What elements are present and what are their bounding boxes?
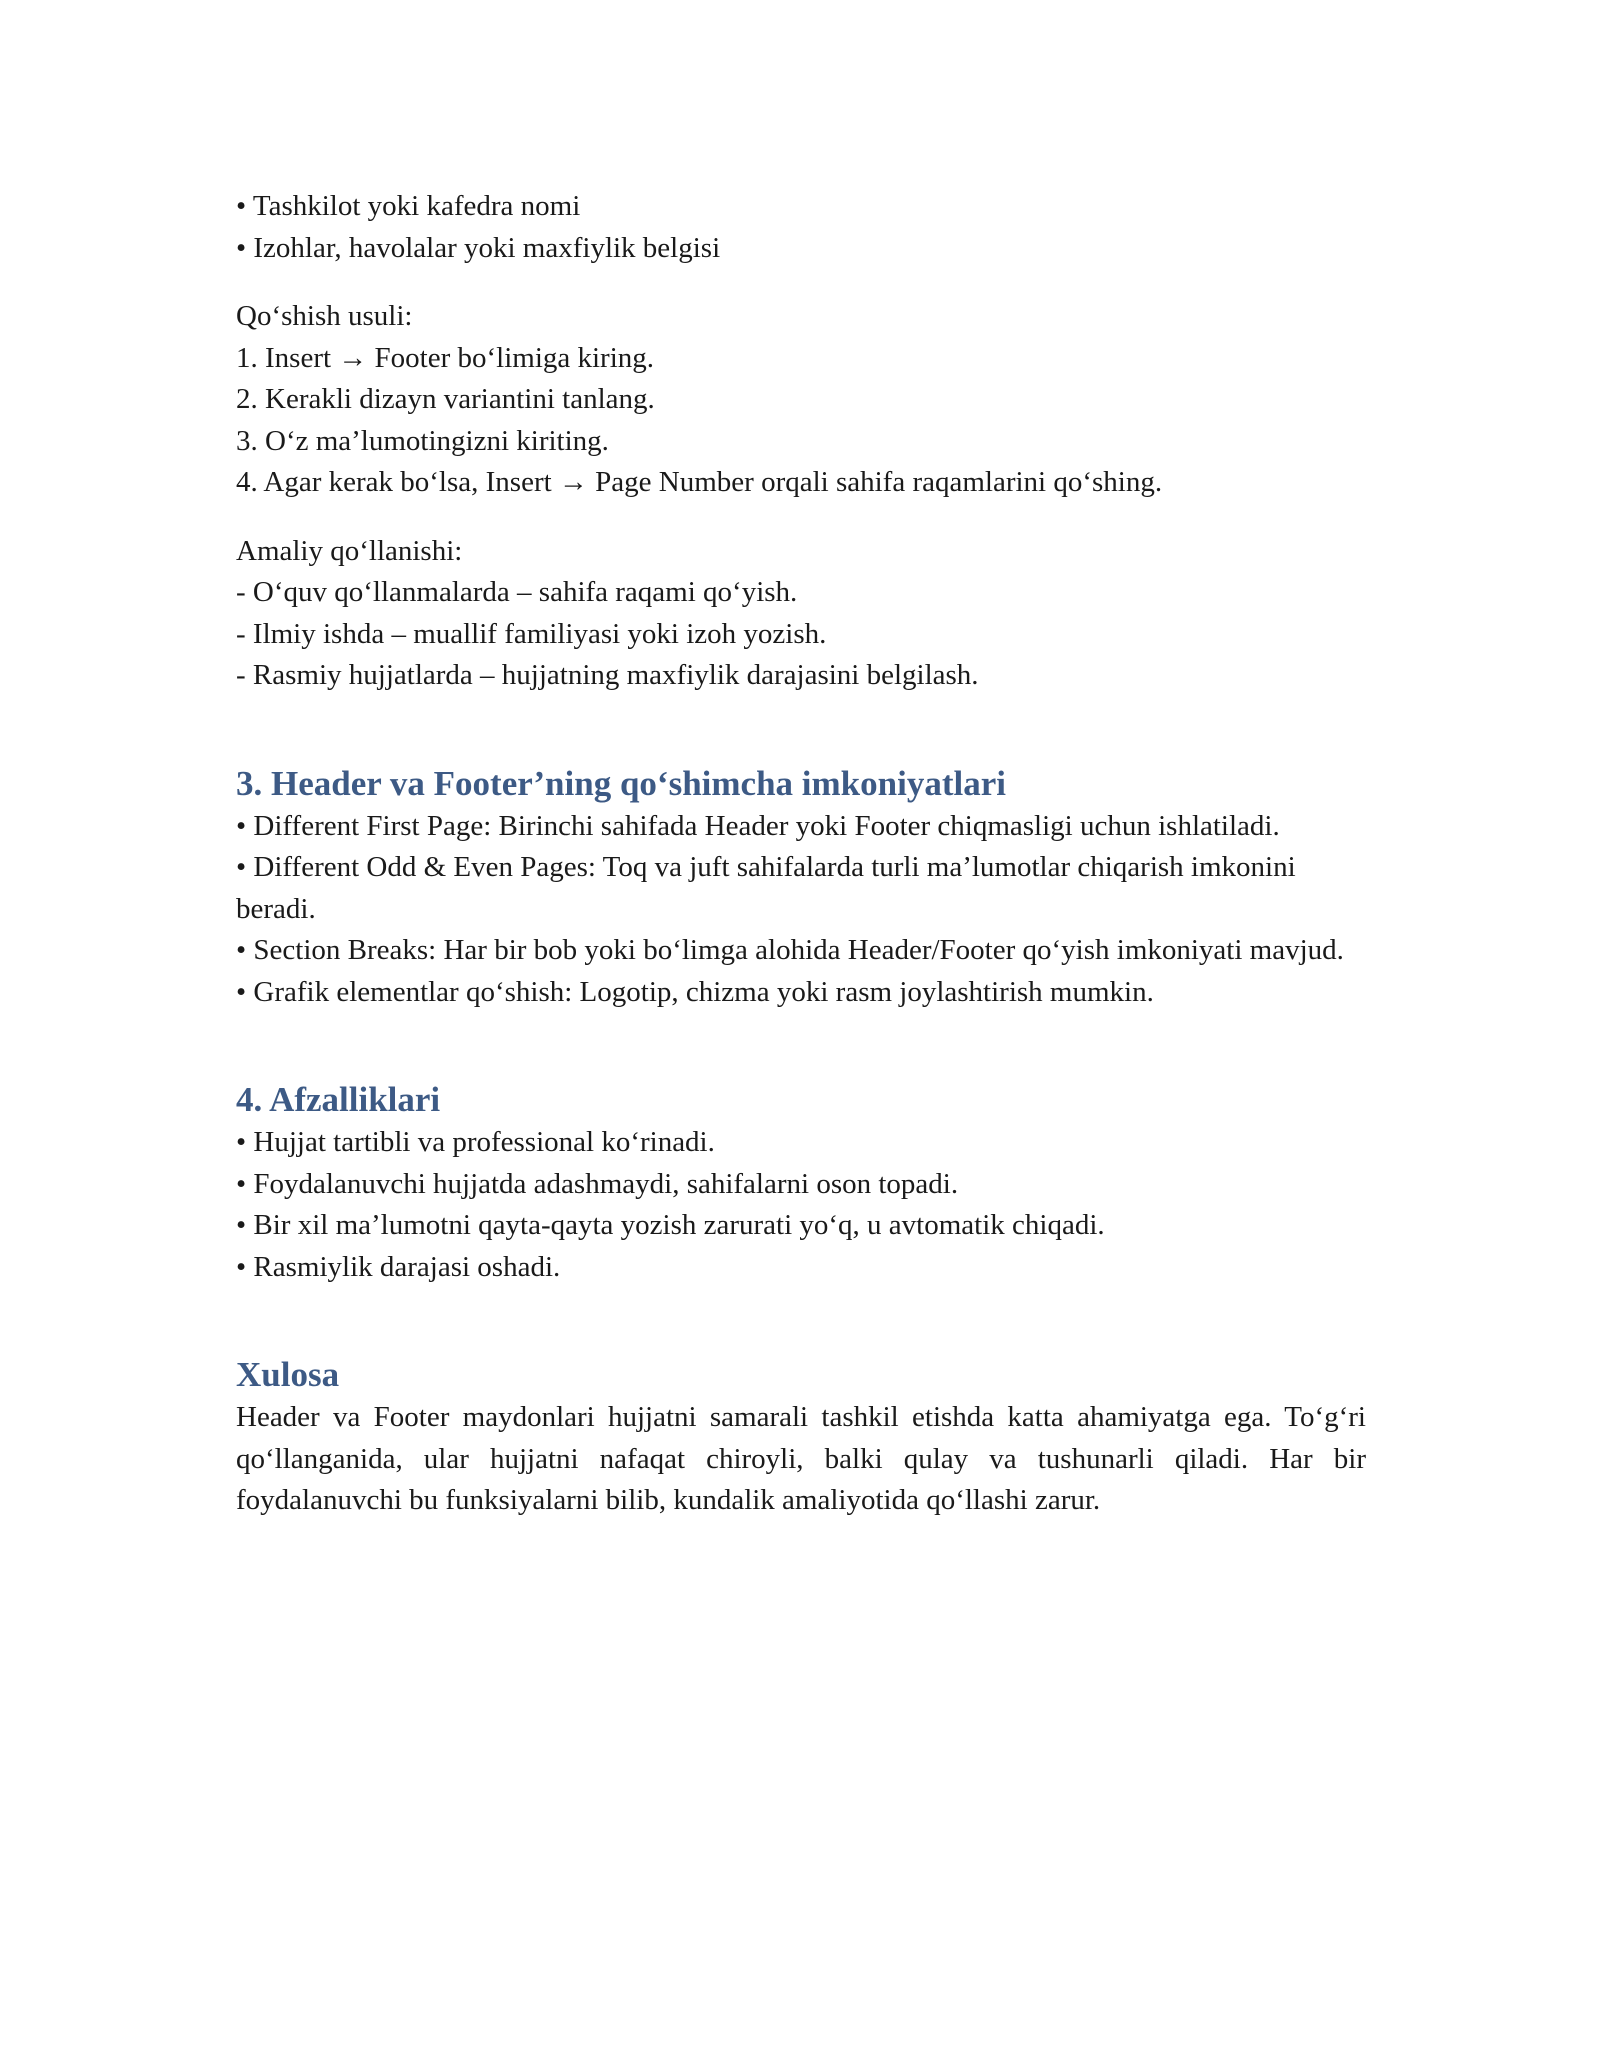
page-content xyxy=(236,186,1366,1522)
list-item: • Grafik elementlar qo‘shish: Logotip, chizma yoki rasm joylashtirish mumkin. xyxy=(236,975,1154,1008)
conclusion-text: Header va Footer maydonlari hujjatni samarali tashkil etishda katta ahamiyatga ega. To‘g‘ri qo‘llanganida, ular hujjatni nafaqat chiroyli, balki qulay va tushunarli qiladi. Har bir foydalanuvchi bu funksiyalarni bilib, kundalik amaliyotida qo‘llashi zarur. xyxy=(236,1401,1366,1516)
list-item: • Hujjat tartibli va professional ko‘rinadi. xyxy=(236,1126,715,1158)
list-item: • Tashkilot yoki kafedra nomi xyxy=(236,190,581,222)
conclusion-heading: Xulosa xyxy=(236,1355,340,1394)
spacer xyxy=(236,1288,1366,1352)
section-heading: 4. Afzalliklari xyxy=(236,1080,441,1119)
list-item: • Section Breaks: Har bir bob yoki bo‘limga alohida Header/Footer qo‘yish imkoniyati mavjud. xyxy=(236,934,1344,966)
method-step: 2. Kerakli dizayn variantini tanlang. xyxy=(236,383,655,415)
practical-item: - Rasmiy hujjatlarda – hujjatning maxfiylik darajasini belgilash. xyxy=(236,659,979,691)
method-step: 4. Agar kerak bo‘lsa, Insert → Page Number orqali sahifa raqamlarini qo‘shing. xyxy=(236,466,1163,498)
list-item: • Foydalanuvchi hujjatda adashmaydi, sahifalarni oson topadi. xyxy=(236,1167,959,1200)
method-step: 1. Insert → Footer bo‘limiga kiring. xyxy=(236,341,655,374)
spacer xyxy=(236,697,1366,761)
method-step: 3. O‘z ma’lumotingizni kiriting. xyxy=(236,424,609,457)
method-title: Qo‘shish usuli: xyxy=(236,300,413,332)
list-item: • Different Odd & Even Pages: Toq va juft sahifalarda turli ma’lumotlar chiqarish imkonini beradi. xyxy=(236,851,1296,925)
spacer xyxy=(236,504,1366,531)
practical-item: - O‘quv qo‘llanmalarda – sahifa raqami qo‘yish. xyxy=(236,576,798,608)
practical-item: - Ilmiy ishda – muallif familiyasi yoki izoh yozish. xyxy=(236,617,827,650)
spacer xyxy=(236,269,1366,296)
list-item: • Different First Page: Birinchi sahifada Header yoki Footer chiqmasligi uchun ishlatiladi. xyxy=(236,809,1280,842)
list-item: • Bir xil ma’lumotni qayta-qayta yozish zarurati yo‘q, u avtomatik chiqadi. xyxy=(236,1209,1105,1241)
list-item: • Izohlar, havolalar yoki maxfiylik belgisi xyxy=(236,231,721,264)
spacer xyxy=(236,1013,1366,1077)
section-heading: 3. Header va Footer’ning qo‘shimcha imkoniyatlari xyxy=(236,763,1006,803)
practical-title: Amaliy qo‘llanishi: xyxy=(236,534,463,567)
list-item: • Rasmiylik darajasi oshadi. xyxy=(236,1250,561,1283)
